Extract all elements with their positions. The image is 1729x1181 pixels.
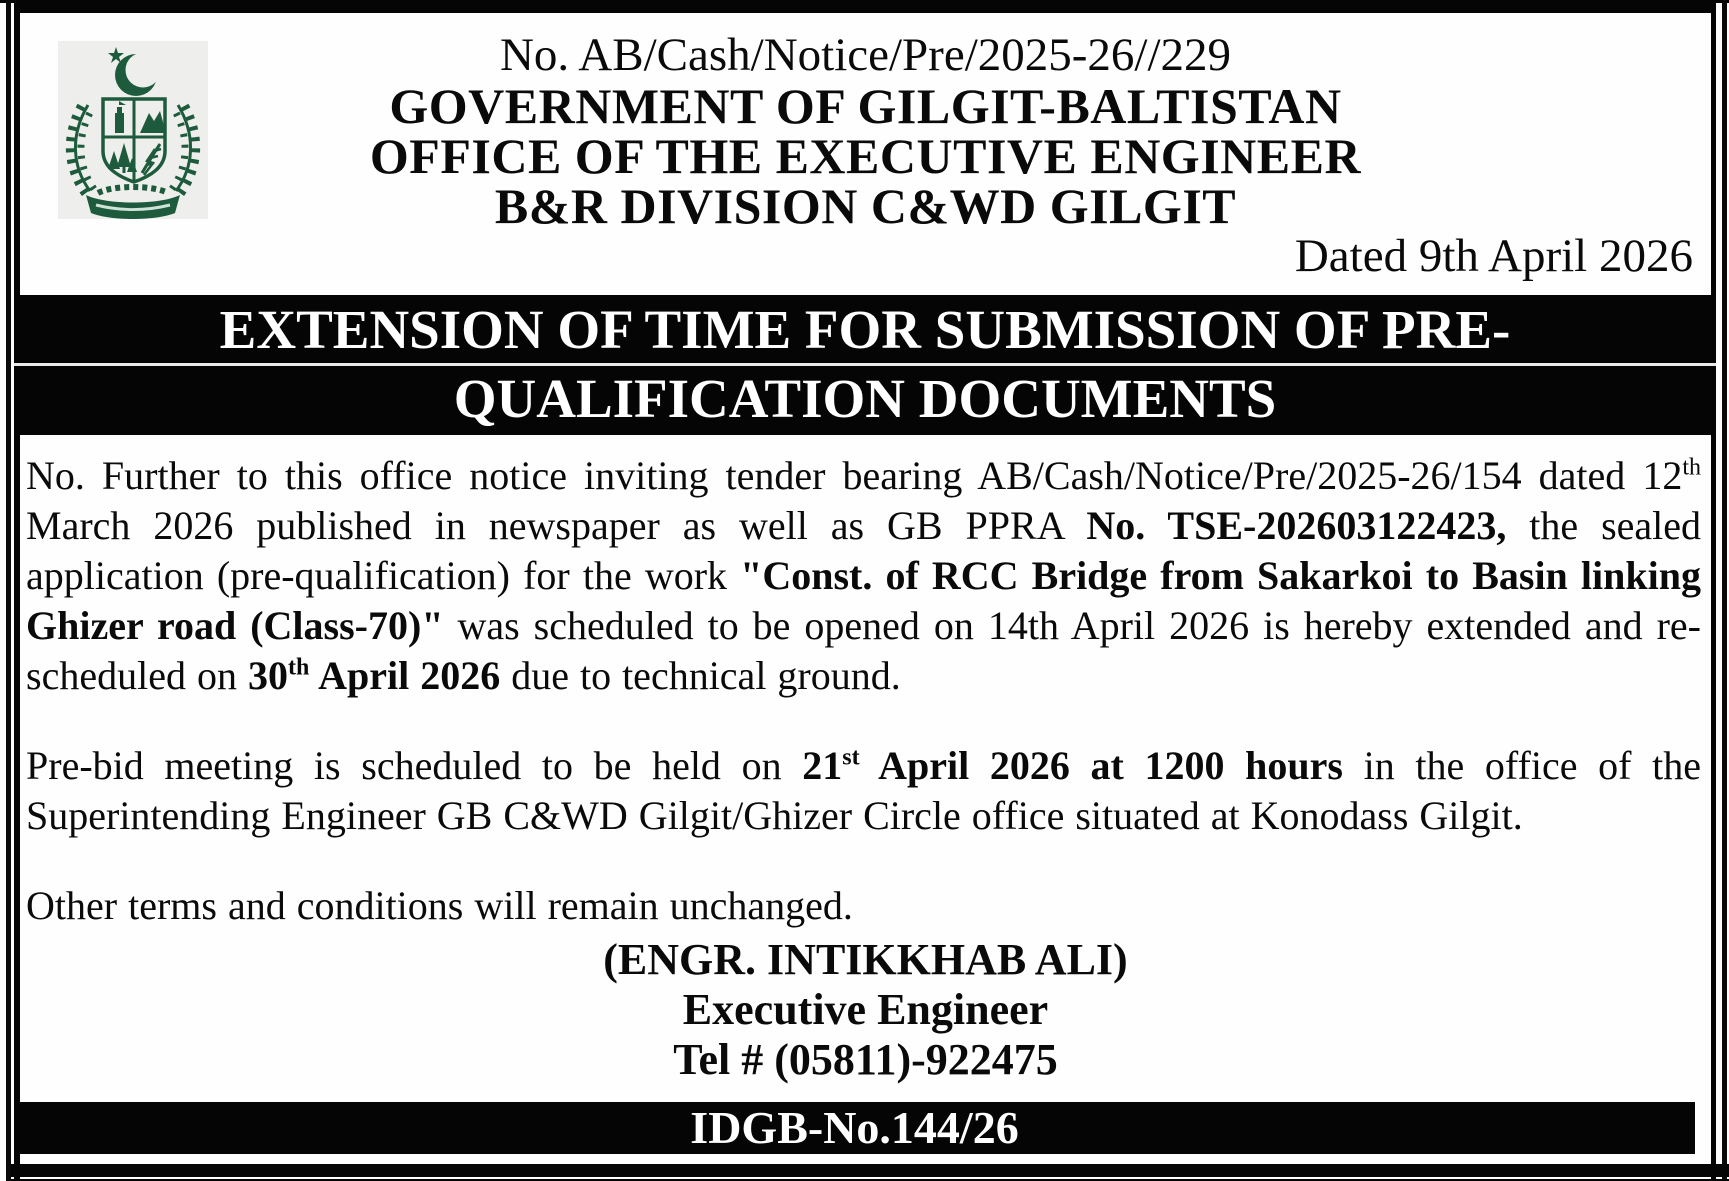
org-government-line: GOVERNMENT OF GILGIT-BALTISTAN bbox=[389, 78, 1342, 134]
body-paragraph-prebid-meeting: Pre-bid meeting is scheduled to be held on 21st April 2026 at 1200 hours in the office of the Superintending Engineer GB C&WD Gilgit/Ghizer Circle office situated at Konodass Gilgit. bbox=[26, 743, 1701, 838]
signatory-title: Executive Engineer bbox=[682, 985, 1049, 1034]
notice-title-banner bbox=[14, 295, 1716, 435]
org-division-line: B&R DIVISION C&WD GILGIT bbox=[494, 178, 1237, 234]
signatory-phone: Tel # (05811)-922475 bbox=[673, 1035, 1058, 1084]
notice-header bbox=[20, 29, 1711, 234]
body-paragraph-extension: No. Further to this office notice inviting tender bearing AB/Cash/Notice/Pre/2025-26/154 dated 12th March 2026 published in newspaper as well as GB PPRA No. TSE-202603122423, the sealed application (pre-qualification) for the work "Const. of RCC Bridge from Sakarkoi to Basin linking Ghizer road (Class-70)" was scheduled to be opened on 14th April 2026 is hereby extended and re-scheduled on 30th April 2026 due to technical ground. bbox=[26, 453, 1702, 698]
gilgit-baltistan-emblem-icon bbox=[58, 41, 208, 219]
signature-block bbox=[20, 935, 1711, 1085]
dated-line: Dated 9th April 2026 bbox=[1294, 230, 1693, 282]
org-office-line: OFFICE OF THE EXECUTIVE ENGINEER bbox=[369, 128, 1362, 184]
signatory-name: (ENGR. INTIKKHAB ALI) bbox=[603, 935, 1128, 984]
notice-box bbox=[14, 0, 1716, 1181]
notice-title-line1: EXTENSION OF TIME FOR SUBMISSION OF PRE- bbox=[219, 299, 1511, 360]
reference-number: No. AB/Cash/Notice/Pre/2025-26//229 bbox=[499, 29, 1232, 81]
right-column-rule bbox=[1722, 0, 1727, 1181]
notice-title-line2: QUALIFICATION DOCUMENTS bbox=[453, 368, 1277, 429]
notice-content bbox=[20, 29, 1711, 1181]
left-column-rule bbox=[6, 0, 11, 1181]
body-paragraph-terms: Other terms and conditions will remain unchanged. bbox=[26, 883, 853, 928]
idgb-footer-bar: IDGB-No.144/26 bbox=[14, 1102, 1695, 1154]
bottom-border-bar bbox=[11, 1164, 1729, 1177]
